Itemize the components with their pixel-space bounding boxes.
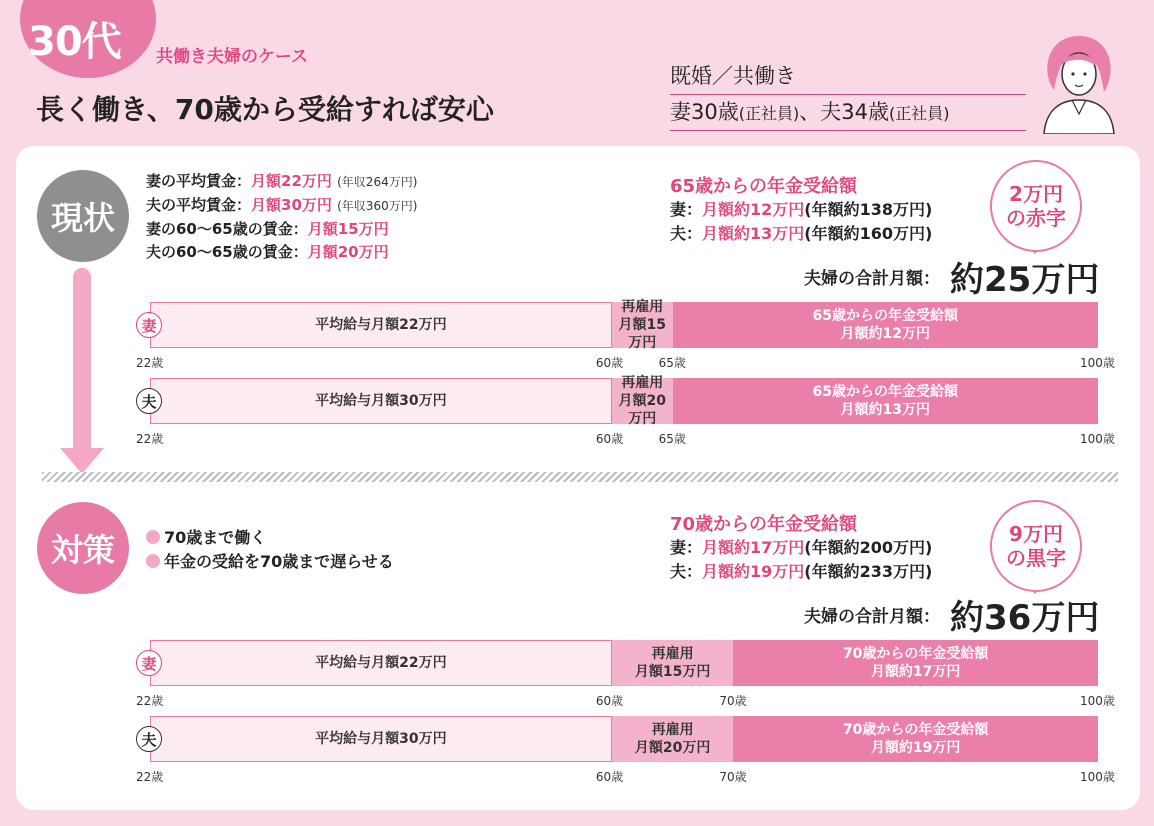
age-tick-label: 70歳: [719, 694, 747, 708]
person-marker: 妻: [136, 312, 162, 338]
page-title: 長く働き、70歳から受給すれば安心: [36, 93, 494, 126]
flow-arrow-shaft: [73, 268, 91, 468]
bullet-dot-icon: [146, 554, 160, 568]
age-tick-label: 22歳: [136, 432, 164, 446]
section-divider: [42, 472, 1118, 482]
segment-work: 平均給与月額30万円: [150, 716, 612, 762]
wage-line: 夫の60～65歳の賃金：月額20万円: [146, 243, 389, 261]
case-label: 共働き夫婦のケース: [156, 47, 309, 67]
timeline-bar: [150, 299, 1098, 351]
timeline-bar: [150, 375, 1098, 427]
age-tick-label: 60歳: [595, 356, 624, 370]
age-tick-label: 70歳: [719, 770, 747, 784]
pension-line: 夫：月額約19万円(年額約233万円): [670, 562, 933, 581]
age-tick-label: 100歳: [1080, 432, 1115, 446]
age-tick-label: 60歳: [595, 432, 624, 446]
plan-pension-title: 70歳からの年金受給額: [670, 514, 858, 535]
pension-line: 妻：月額約17万円(年額約200万円): [670, 538, 933, 557]
age-tick-label: 22歳: [136, 694, 164, 708]
current-pension-list: [670, 198, 932, 246]
profile-ages: 妻30歳(正社員)、夫34歳(正社員): [670, 96, 1026, 131]
age-tick-label: 65歳: [658, 356, 686, 370]
segment-rehire: 再雇用 月額20万円: [612, 378, 673, 424]
age-tick-label: 60歳: [595, 694, 624, 708]
down-arrow-icon: [60, 448, 104, 474]
current-section-badge: 現状: [37, 170, 129, 262]
person-marker: 夫: [136, 388, 162, 414]
current-wage-list: [146, 170, 417, 264]
segment-work: 平均給与月額30万円: [150, 378, 612, 424]
age-tick-label: 100歳: [1080, 694, 1115, 708]
plan-total-value: 約36万円: [950, 598, 1100, 638]
segment-pension: 65歳からの年金受給額 月額約12万円: [673, 302, 1098, 348]
current-total-value: 約25万円: [950, 260, 1100, 300]
list-item: 70歳まで働く: [146, 526, 394, 550]
current-pension-title: 65歳からの年金受給額: [670, 176, 858, 197]
current-total-label: 夫婦の合計月額：: [804, 269, 940, 289]
person-marker: 妻: [136, 650, 162, 676]
segment-pension: 70歳からの年金受給額 月額約17万円: [733, 640, 1098, 686]
segment-rehire: 再雇用 月額15万円: [612, 640, 734, 686]
plan-bullet-list: [146, 526, 394, 574]
age-tick-label: 60歳: [595, 770, 624, 784]
bullet-dot-icon: [146, 530, 160, 544]
pension-line: 夫：月額約13万円(年額約160万円): [670, 224, 933, 243]
age-tick-label: 100歳: [1080, 770, 1115, 784]
deficit-bubble: 2万円 の赤字: [990, 160, 1082, 252]
plan-section-badge: 対策: [37, 502, 129, 594]
segment-rehire: 再雇用 月額20万円: [612, 716, 734, 762]
segment-pension: 65歳からの年金受給額 月額約13万円: [673, 378, 1098, 424]
segment-pension: 70歳からの年金受給額 月額約19万円: [733, 716, 1098, 762]
age-tick-label: 22歳: [136, 770, 164, 784]
wage-line: 妻の平均賃金：月額22万円 (年収264万円): [146, 172, 418, 190]
timeline-bar: [150, 640, 1098, 686]
wage-line: 妻の60～65歳の賃金：月額15万円: [146, 220, 389, 238]
woman-avatar-icon: [1036, 30, 1122, 134]
timeline-bar: [150, 716, 1098, 762]
plan-pension-list: [670, 536, 932, 584]
segment-work: 平均給与月額22万円: [150, 640, 612, 686]
pension-line: 妻：月額約12万円(年額約138万円): [670, 200, 933, 219]
segment-rehire: 再雇用 月額15万円: [612, 302, 673, 348]
age-tick-label: 65歳: [658, 432, 686, 446]
segment-work: 平均給与月額22万円: [150, 302, 612, 348]
wage-line: 夫の平均賃金：月額30万円 (年収360万円): [146, 196, 418, 214]
list-item: 年金の受給を70歳まで遅らせる: [146, 550, 394, 574]
person-marker: 夫: [136, 726, 162, 752]
age-tick-label: 22歳: [136, 356, 164, 370]
profile-status: 既婚／共働き: [670, 60, 1026, 95]
age-label: 30代: [28, 19, 121, 65]
plan-total-label: 夫婦の合計月額：: [804, 607, 940, 627]
age-tick-label: 100歳: [1080, 356, 1115, 370]
surplus-bubble: 9万円 の黒字: [990, 500, 1082, 592]
